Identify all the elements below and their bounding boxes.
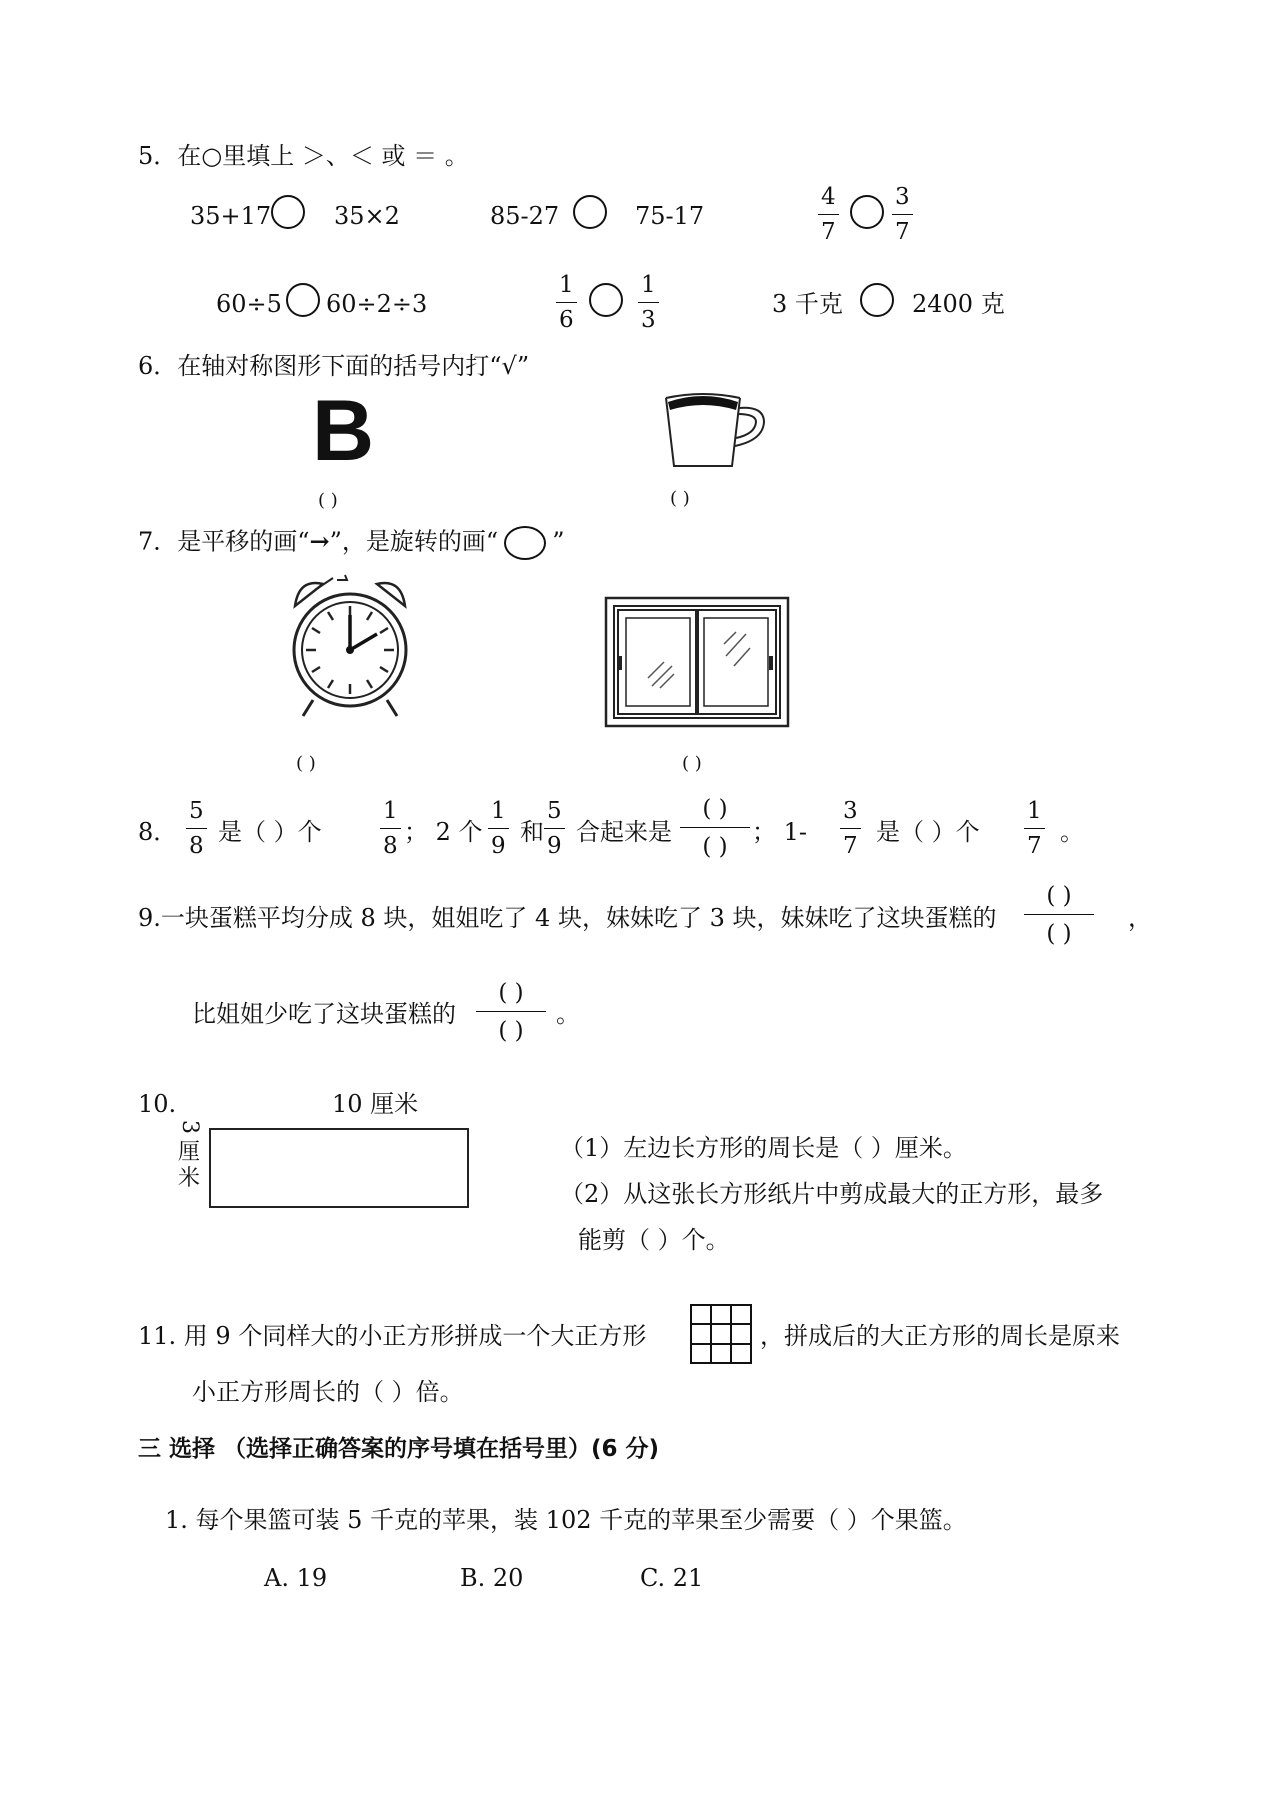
- answer-fraction-blank[interactable]: ( ) ( ): [680, 798, 750, 859]
- fraction: $\frac{3}{7}$: [892, 186, 913, 244]
- answer-paren[interactable]: ( ): [318, 490, 338, 511]
- answer-paren[interactable]: ( ): [296, 753, 316, 774]
- answer-fraction-blank[interactable]: ( ) ( ): [1024, 885, 1094, 946]
- option-b[interactable]: B. 20: [460, 1564, 524, 1592]
- q5-r2a-right: 60÷2÷3: [326, 290, 428, 318]
- compare-circle[interactable]: [850, 195, 884, 229]
- fraction: $\frac{1}{8}$: [380, 800, 401, 858]
- alarm-clock-icon: [285, 570, 415, 720]
- compare-circle[interactable]: [589, 283, 623, 317]
- width-label: 10 厘米: [332, 1090, 419, 1118]
- height-label: 3 厘 米: [177, 1120, 202, 1191]
- q5-r2c-left: 3 千克: [772, 290, 843, 318]
- q8-label: 8．: [138, 818, 178, 846]
- section3-title: 三 选择 （选择正确答案的序号填在括号里）(6 分): [138, 1436, 660, 1462]
- q5-r1b-right: 75-17: [635, 202, 705, 230]
- q8-text: 是（ ）个: [218, 818, 322, 846]
- q9-line2: 比姐姐少吃了这块蛋糕的: [192, 1000, 456, 1028]
- fraction: $\frac{1}{6}$: [556, 274, 577, 332]
- q5-r1a-left: 35+17: [190, 202, 272, 230]
- q5-r2a-left: 60÷5: [216, 290, 282, 318]
- q9-line1: 9.一块蛋糕平均分成 8 块，姐姐吃了 4 块，妹妹吃了 3 块，妹妹吃了这块蛋糕的: [138, 904, 997, 932]
- option-a[interactable]: A. 19: [264, 1564, 328, 1592]
- q5-title: 5．在○里填上 ＞、＜ 或 ＝ 。: [138, 142, 469, 170]
- q9-end: 。: [556, 1000, 580, 1028]
- fraction: $\frac{1}{7}$: [1024, 800, 1045, 858]
- compare-circle[interactable]: [860, 283, 894, 317]
- fraction: $\frac{4}{7}$: [818, 186, 839, 244]
- q11-line1a: 11. 用 9 个同样大的小正方形拼成一个大正方形: [138, 1322, 647, 1350]
- q6-title: 6．在轴对称图形下面的括号内打“√”: [138, 352, 530, 380]
- rectangle-figure: [209, 1128, 469, 1208]
- cup-icon: [660, 388, 772, 472]
- compare-circle[interactable]: [573, 195, 607, 229]
- answer-fraction-blank[interactable]: ( ) ( ): [476, 982, 546, 1043]
- answer-paren[interactable]: ( ): [682, 753, 702, 774]
- q10-sub1: （1）左边长方形的周长是（ ）厘米。: [560, 1134, 967, 1162]
- q10-label: 10.: [138, 1090, 177, 1118]
- fraction: $\frac{5}{9}$: [544, 800, 565, 858]
- fraction: $\frac{3}{7}$: [840, 800, 861, 858]
- arrow-icon: →: [309, 526, 330, 556]
- q5-r2c-right: 2400 克: [912, 290, 1005, 318]
- q8-text: 。: [1060, 818, 1084, 846]
- q10-sub2b: 能剪（ ）个。: [578, 1226, 730, 1254]
- answer-paren[interactable]: ( ): [670, 488, 690, 509]
- fraction: $\frac{1}{3}$: [638, 274, 659, 332]
- compare-circle[interactable]: [271, 195, 305, 229]
- q8-text: 和: [520, 818, 544, 846]
- q8-text: ； 2 个: [404, 818, 483, 846]
- sliding-window-icon: [604, 596, 790, 728]
- q5-r1a-right: 35×2: [334, 202, 400, 230]
- fraction: $\frac{5}{8}$: [186, 800, 207, 858]
- q8-text: 是（ ）个: [876, 818, 980, 846]
- q8-text: ； 1-: [752, 818, 808, 846]
- q8-text: 合起来是: [576, 818, 672, 846]
- q10-sub2: （2）从这张长方形纸片中剪成最大的正方形，最多: [560, 1180, 1104, 1208]
- option-c[interactable]: C. 21: [640, 1564, 704, 1592]
- grid-square-icon: [690, 1304, 752, 1364]
- q5-r1b-left: 85-27: [490, 202, 560, 230]
- compare-circle[interactable]: [286, 283, 320, 317]
- q9-comma: ，: [1128, 904, 1152, 932]
- q7-title: 7．是平移的画“→”，是旋转的画“ ”: [138, 526, 564, 560]
- q11-line2: 小正方形周长的（ ）倍。: [192, 1378, 464, 1406]
- letter-b-figure: B: [312, 383, 375, 479]
- q11-line1b: ，拼成后的大正方形的周长是原来: [760, 1322, 1120, 1350]
- circle-icon: [504, 526, 546, 560]
- section3-q1: 1. 每个果篮可装 5 千克的苹果，装 102 千克的苹果至少需要（ ）个果篮。: [165, 1506, 967, 1534]
- fraction: $\frac{1}{9}$: [488, 800, 509, 858]
